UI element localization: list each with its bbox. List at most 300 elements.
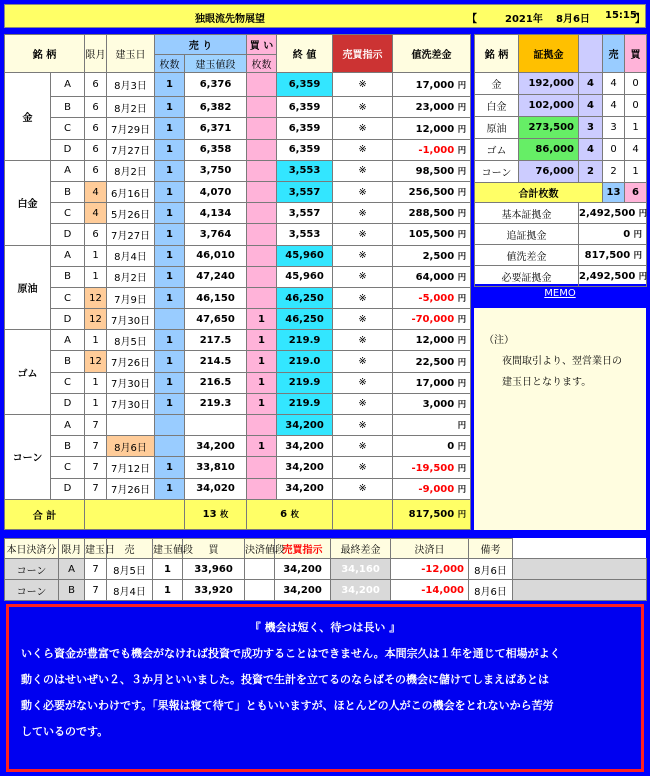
- owarine: 219.9: [277, 372, 333, 393]
- uri-maisu: 1: [155, 139, 185, 160]
- table-row: [5, 393, 471, 414]
- col-kai: 買 い: [247, 35, 277, 55]
- table-row: [5, 73, 471, 97]
- side-count: 4: [579, 73, 603, 95]
- sagaku: -5,000 円: [393, 287, 471, 308]
- gengetsu: 7: [85, 415, 107, 436]
- kai-maisu: [247, 478, 277, 499]
- uri-nedan: 6,376: [185, 73, 247, 97]
- fin-label: 必要証拠金: [475, 266, 579, 287]
- series-label: A: [51, 245, 85, 266]
- signal: ※: [333, 160, 393, 181]
- table-row: [5, 181, 471, 202]
- uri-maisu: 1: [155, 457, 185, 478]
- uri-nedan: 216.5: [185, 372, 247, 393]
- uri-maisu: 1: [155, 73, 185, 97]
- kai-maisu: 1: [247, 393, 277, 414]
- settle-row: [5, 580, 647, 601]
- table-row: [5, 224, 471, 245]
- settle-cell: 7: [85, 580, 107, 601]
- gengetsu: 1: [85, 393, 107, 414]
- positions-table: [4, 34, 470, 530]
- table-row: [5, 351, 471, 372]
- fin-row: [475, 266, 647, 287]
- uri-nedan: 47,240: [185, 266, 247, 287]
- owarine: 3,557: [277, 181, 333, 202]
- tategyokubi: [107, 415, 155, 436]
- settle-col: 本日決済分: [5, 539, 59, 559]
- side-kai: 1: [625, 161, 647, 183]
- uri-maisu: 1: [155, 351, 185, 372]
- group-name: 原油: [5, 245, 51, 330]
- uri-nedan: 46,150: [185, 287, 247, 308]
- settle-col: 建玉値段: [153, 539, 183, 559]
- memo-note-title: （注）: [484, 335, 514, 346]
- uri-maisu: 1: [155, 118, 185, 139]
- uri-nedan: 3,750: [185, 160, 247, 181]
- kai-maisu: 1: [247, 436, 277, 457]
- table-row: [5, 309, 471, 330]
- side-kai: 1: [625, 117, 647, 139]
- tategyokubi: 8月5日: [107, 330, 155, 351]
- gengetsu: 12: [85, 287, 107, 308]
- side-uri: 4: [603, 73, 625, 95]
- owarine: 34,200: [277, 457, 333, 478]
- settle-cell: A: [59, 559, 85, 580]
- table-row: [5, 457, 471, 478]
- quote-line: しているのです。: [21, 725, 109, 738]
- side-row: [475, 95, 647, 117]
- sagaku: 12,000 円: [393, 330, 471, 351]
- tategyokubi: 7月29日: [107, 118, 155, 139]
- sagaku: 0 円: [393, 436, 471, 457]
- gengetsu: 7: [85, 457, 107, 478]
- tategyokubi: 7月9日: [107, 287, 155, 308]
- uri-maisu: 1: [155, 287, 185, 308]
- fin-row: [475, 224, 647, 245]
- fin-label: 追証拠金: [475, 224, 579, 245]
- tategyokubi: 7月30日: [107, 372, 155, 393]
- group-name: 金: [5, 73, 51, 161]
- owarine: 46,250: [277, 287, 333, 308]
- table-row: [5, 97, 471, 118]
- uri-nedan: 6,382: [185, 97, 247, 118]
- signal: ※: [333, 436, 393, 457]
- gengetsu: 12: [85, 309, 107, 330]
- gengetsu: 4: [85, 203, 107, 224]
- table-row: [5, 139, 471, 160]
- side-shokokin: 102,000: [519, 95, 579, 117]
- kai-maisu: [247, 266, 277, 287]
- gengetsu: 6: [85, 73, 107, 97]
- fin-row: [475, 245, 647, 266]
- side-shokokin: 273,500: [519, 117, 579, 139]
- settle-cell: 33,960: [183, 559, 245, 580]
- sagaku: 105,500 円: [393, 224, 471, 245]
- tategyokubi: 7月27日: [107, 224, 155, 245]
- side-count: 3: [579, 117, 603, 139]
- series-label: C: [51, 203, 85, 224]
- owarine: 3,553: [277, 224, 333, 245]
- gengetsu: 1: [85, 330, 107, 351]
- owarine: 6,359: [277, 73, 333, 97]
- sagaku: 12,000 円: [393, 118, 471, 139]
- uri-maisu: [155, 415, 185, 436]
- signal: ※: [333, 351, 393, 372]
- date-md: 8月6日: [556, 14, 590, 25]
- col-gengetsu: 限月: [85, 35, 107, 73]
- total-sell: 13 枚: [185, 499, 247, 529]
- series-label: A: [51, 160, 85, 181]
- kai-maisu: [247, 139, 277, 160]
- uri-maisu: 1: [155, 266, 185, 287]
- table-row: [5, 118, 471, 139]
- side-name: コーン: [475, 161, 519, 183]
- owarine: 219.0: [277, 351, 333, 372]
- signal: ※: [333, 372, 393, 393]
- table-row: [5, 478, 471, 499]
- gengetsu: 6: [85, 224, 107, 245]
- side-col-meigara: 銘 柄: [475, 35, 519, 73]
- sagaku: 17,000 円: [393, 372, 471, 393]
- memo-note-line: 建玉日となります。: [502, 377, 592, 388]
- gengetsu: 1: [85, 372, 107, 393]
- fin-value: 0 円: [579, 224, 647, 245]
- owarine: 34,200: [277, 415, 333, 436]
- signal: ※: [333, 181, 393, 202]
- owarine: 34,200: [277, 478, 333, 499]
- total-label: 合 計: [5, 499, 85, 529]
- signal: ※: [333, 73, 393, 97]
- series-label: A: [51, 330, 85, 351]
- settle-cell: 1: [153, 580, 183, 601]
- signal: ※: [333, 245, 393, 266]
- kai-maisu: [247, 245, 277, 266]
- sagaku: 288,500 円: [393, 203, 471, 224]
- tategyokubi: 7月30日: [107, 309, 155, 330]
- kai-maisu: [247, 415, 277, 436]
- side-kai: 0: [625, 95, 647, 117]
- gengetsu: 7: [85, 436, 107, 457]
- tategyokubi: 7月27日: [107, 139, 155, 160]
- group-name: コーン: [5, 415, 51, 500]
- kai-maisu: [247, 118, 277, 139]
- kai-maisu: [247, 97, 277, 118]
- signal: ※: [333, 393, 393, 414]
- page-title: 独眼流先物展望: [195, 14, 265, 25]
- settle-cell: 8月5日: [107, 559, 153, 580]
- uri-nedan: 4,134: [185, 203, 247, 224]
- settle-cell: [513, 580, 647, 601]
- kai-maisu: [247, 73, 277, 97]
- kai-maisu: 1: [247, 309, 277, 330]
- bracket-right: 】: [635, 14, 645, 25]
- tategyokubi: 8月2日: [107, 266, 155, 287]
- memo-note-line: 夜間取引より、翌営業日の: [502, 356, 622, 367]
- signal: ※: [333, 330, 393, 351]
- side-count: 4: [579, 95, 603, 117]
- col-meigara: 銘 柄: [5, 35, 85, 73]
- signal: ※: [333, 457, 393, 478]
- settle-col: 限月: [59, 539, 85, 559]
- fin-value: 817,500 円: [579, 245, 647, 266]
- group-name: 白金: [5, 160, 51, 245]
- signal: ※: [333, 139, 393, 160]
- tategyokubi: 8月2日: [107, 160, 155, 181]
- col-uri-maisu: 枚数: [155, 55, 185, 73]
- side-col-uri: 売: [603, 35, 625, 73]
- series-label: D: [51, 393, 85, 414]
- uri-maisu: 1: [155, 245, 185, 266]
- owarine: 46,250: [277, 309, 333, 330]
- col-uri: 売 り: [155, 35, 247, 55]
- settle-col: 備考: [469, 539, 513, 559]
- sagaku: 23,000 円: [393, 97, 471, 118]
- settle-col: 決済値段: [245, 539, 275, 559]
- settle-col: 建玉日: [85, 539, 107, 559]
- settle-cell: 8月6日: [469, 559, 513, 580]
- gengetsu: 6: [85, 97, 107, 118]
- table-row: [5, 436, 471, 457]
- uri-maisu: 1: [155, 224, 185, 245]
- uri-maisu: 1: [155, 203, 185, 224]
- owarine: 6,359: [277, 97, 333, 118]
- owarine: 45,960: [277, 266, 333, 287]
- side-shokokin: 76,000: [519, 161, 579, 183]
- margin-panel: [474, 34, 646, 284]
- uri-nedan: 6,371: [185, 118, 247, 139]
- settle-col: 決済日: [391, 539, 469, 559]
- uri-maisu: 1: [155, 97, 185, 118]
- tategyokubi: 6月16日: [107, 181, 155, 202]
- tategyokubi: 5月26日: [107, 203, 155, 224]
- side-col-kai: 買: [625, 35, 647, 73]
- uri-nedan: 33,810: [185, 457, 247, 478]
- settle-cell: 7: [85, 559, 107, 580]
- tategyokubi: 7月26日: [107, 478, 155, 499]
- side-uri: 2: [603, 161, 625, 183]
- uri-nedan: 214.5: [185, 351, 247, 372]
- memo-header: MEMO: [544, 288, 576, 299]
- uri-maisu: 1: [155, 181, 185, 202]
- side-col-shokokin: 証拠金: [519, 35, 579, 73]
- tategyokubi: 8月6日: [107, 436, 155, 457]
- col-tategyokubi: 建玉日: [107, 35, 155, 73]
- signal: ※: [333, 203, 393, 224]
- side-name: 金: [475, 73, 519, 95]
- sagaku: -1,000 円: [393, 139, 471, 160]
- series-label: C: [51, 372, 85, 393]
- settle-cell: コーン: [5, 559, 59, 580]
- kai-maisu: 1: [247, 330, 277, 351]
- kai-maisu: [247, 287, 277, 308]
- signal: ※: [333, 415, 393, 436]
- uri-maisu: [155, 309, 185, 330]
- owarine: 6,359: [277, 139, 333, 160]
- settle-cell: 8月6日: [469, 580, 513, 601]
- uri-nedan: [185, 415, 247, 436]
- settlement-table: [4, 538, 646, 600]
- table-row: [5, 330, 471, 351]
- gengetsu: 6: [85, 118, 107, 139]
- uri-maisu: 1: [155, 393, 185, 414]
- uri-nedan: 3,764: [185, 224, 247, 245]
- tategyokubi: 8月2日: [107, 97, 155, 118]
- signal: ※: [333, 224, 393, 245]
- series-label: D: [51, 139, 85, 160]
- settle-cell: 34,200: [275, 559, 331, 580]
- uri-nedan: 217.5: [185, 330, 247, 351]
- signal: ※: [333, 287, 393, 308]
- settle-cell: -14,000: [391, 580, 469, 601]
- uri-nedan: 34,200: [185, 436, 247, 457]
- col-owarine: 終 値: [277, 35, 333, 73]
- gengetsu: 1: [85, 245, 107, 266]
- signal: ※: [333, 309, 393, 330]
- total-sum: 817,500 円: [393, 499, 471, 529]
- series-label: B: [51, 266, 85, 287]
- quote-title: 『 機会は短く、待つは長い 』: [249, 621, 401, 634]
- uri-nedan: 219.3: [185, 393, 247, 414]
- side-shokokin: 192,000: [519, 73, 579, 95]
- side-count: 4: [579, 139, 603, 161]
- total-buy: 6 枚: [247, 499, 333, 529]
- series-label: D: [51, 309, 85, 330]
- side-uri: 3: [603, 117, 625, 139]
- side-kai: 4: [625, 139, 647, 161]
- settle-cell: 8月4日: [107, 580, 153, 601]
- uri-maisu: 1: [155, 160, 185, 181]
- settle-cell: [245, 559, 275, 580]
- settle-col: 買: [183, 539, 245, 559]
- kai-maisu: 1: [247, 351, 277, 372]
- quote-box: [6, 604, 644, 772]
- settle-cell: [245, 580, 275, 601]
- gengetsu: 1: [85, 266, 107, 287]
- series-label: A: [51, 73, 85, 97]
- table-row: [5, 245, 471, 266]
- tategyokubi: 8月4日: [107, 245, 155, 266]
- signal: ※: [333, 97, 393, 118]
- series-label: C: [51, 118, 85, 139]
- side-row: [475, 139, 647, 161]
- sagaku: 98,500 円: [393, 160, 471, 181]
- series-label: B: [51, 181, 85, 202]
- side-row: [475, 73, 647, 95]
- settle-cell: 1: [153, 559, 183, 580]
- side-row: [475, 161, 647, 183]
- sagaku: -19,500 円: [393, 457, 471, 478]
- series-label: B: [51, 436, 85, 457]
- uri-maisu: 1: [155, 478, 185, 499]
- quote-line: 動く必要がないわけです。「果報は寝て待て」ともいいますが、ほとんどの人がこの機会をとれないから苦労: [21, 699, 554, 712]
- settle-cell: 33,920: [183, 580, 245, 601]
- owarine: 219.9: [277, 393, 333, 414]
- owarine: 45,960: [277, 245, 333, 266]
- tategyokubi: 7月30日: [107, 393, 155, 414]
- uri-maisu: [155, 436, 185, 457]
- quote-line: いくら資金が豊富でも機会がなければ投資で成功することはできません。本間宗久は１年を通じて相場がよく: [21, 647, 561, 660]
- series-label: C: [51, 457, 85, 478]
- date-year: 2021年: [505, 14, 543, 25]
- settle-col: 売買指示: [275, 539, 331, 559]
- side-row: [475, 117, 647, 139]
- kai-maisu: [247, 181, 277, 202]
- table-row: [5, 266, 471, 287]
- fin-value: 2,492,500 円: [579, 266, 647, 287]
- gengetsu: 4: [85, 181, 107, 202]
- uri-nedan: 6,358: [185, 139, 247, 160]
- col-sagaku: 値洗差金: [393, 35, 471, 73]
- sagaku: 円: [393, 415, 471, 436]
- kai-maisu: [247, 160, 277, 181]
- settle-row: [5, 559, 647, 580]
- side-gokei-uri: 13: [603, 183, 625, 203]
- signal: ※: [333, 118, 393, 139]
- side-gokei-kai: 6: [625, 183, 647, 203]
- uri-nedan: 46,010: [185, 245, 247, 266]
- sagaku: 64,000 円: [393, 266, 471, 287]
- owarine: 6,359: [277, 118, 333, 139]
- settle-cell: -12,000: [391, 559, 469, 580]
- gengetsu: 6: [85, 160, 107, 181]
- table-row: [5, 203, 471, 224]
- tategyokubi: 7月26日: [107, 351, 155, 372]
- settle-cell: 34,200: [331, 580, 391, 601]
- table-row: [5, 372, 471, 393]
- fin-label: 基本証拠金: [475, 203, 579, 224]
- time: 15:15: [605, 10, 637, 21]
- table-row: [5, 287, 471, 308]
- side-kai: 0: [625, 73, 647, 95]
- gengetsu: 7: [85, 478, 107, 499]
- side-uri: 0: [603, 139, 625, 161]
- signal: ※: [333, 478, 393, 499]
- series-label: D: [51, 224, 85, 245]
- sagaku: -9,000 円: [393, 478, 471, 499]
- col-uri-nedan: 建玉値段: [185, 55, 247, 73]
- owarine: 3,553: [277, 160, 333, 181]
- uri-maisu: 1: [155, 330, 185, 351]
- settle-cell: B: [59, 580, 85, 601]
- side-count: 2: [579, 161, 603, 183]
- fin-value: 2,492,500 円: [579, 203, 647, 224]
- uri-nedan: 4,070: [185, 181, 247, 202]
- sagaku: 3,000 円: [393, 393, 471, 414]
- uri-nedan: 34,020: [185, 478, 247, 499]
- kai-maisu: [247, 203, 277, 224]
- owarine: 219.9: [277, 330, 333, 351]
- settle-col: 最終差金: [331, 539, 391, 559]
- series-label: C: [51, 287, 85, 308]
- side-uri: 4: [603, 95, 625, 117]
- side-shokokin: 86,000: [519, 139, 579, 161]
- sagaku: 2,500 円: [393, 245, 471, 266]
- memo-box: [474, 308, 646, 530]
- uri-nedan: 47,650: [185, 309, 247, 330]
- tategyokubi: 7月12日: [107, 457, 155, 478]
- gengetsu: 6: [85, 139, 107, 160]
- table-row: [5, 160, 471, 181]
- series-label: A: [51, 415, 85, 436]
- col-kai-maisu: 枚数: [247, 55, 277, 73]
- signal: ※: [333, 266, 393, 287]
- kai-maisu: [247, 224, 277, 245]
- series-label: B: [51, 351, 85, 372]
- group-name: ゴム: [5, 330, 51, 415]
- sagaku: 22,500 円: [393, 351, 471, 372]
- side-name: ゴム: [475, 139, 519, 161]
